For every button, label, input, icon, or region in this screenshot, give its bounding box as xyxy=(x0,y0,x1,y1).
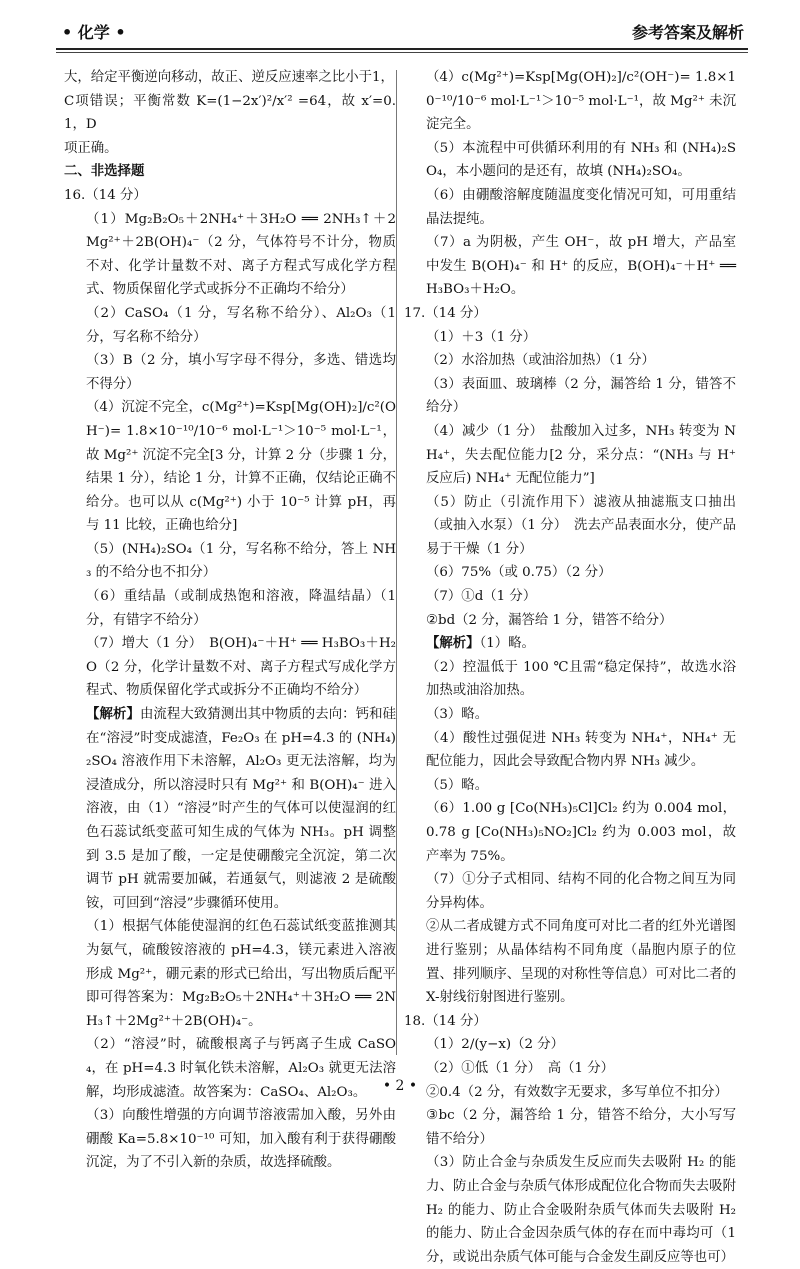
paragraph-text: （4）c(Mg²⁺)=Ksp[Mg(OH)₂]/c²(OH⁻)= 1.8×10⁻¹⁰/10⁻⁶ mol·L⁻¹＞10⁻⁵ mol·L⁻¹，故 Mg²⁺ 未沉淀完全。 xyxy=(426,70,736,133)
text-paragraph xyxy=(64,184,396,208)
paragraph-text: C项错误；平衡常数 K=(1−2x′)²/x′² =64，故 x′=0.1，D xyxy=(64,93,396,133)
paragraph-text: （4）沉淀不完全，c(Mg²⁺)=Ksp[Mg(OH)₂]/c²(OH⁻)= 1.8×10⁻¹⁰/10⁻⁶ mol·L⁻¹＞10⁻⁵ mol·L⁻¹，故 Mg²⁺ 沉淀不完全[3 分，计算 2 分（步骤 1 分，结果 1 分），结论 1 分，计算不正确，仅结论正确不给分。也可以从 c(Mg²⁺) 小于 10⁻⁵ 计算 pH，再与 11 比较，正确也给分] xyxy=(86,400,396,534)
paragraph-text: （7）①d（1 分） xyxy=(426,589,537,605)
answer-paragraph xyxy=(404,561,736,585)
section-title: 参考答案及解析 xyxy=(631,23,744,42)
paragraph-text: （5）略。 xyxy=(426,777,489,793)
paragraph-text: （5）防止（引流作用下）滤液从抽滤瓶支口抽出（或抽入水泵）（1 分） 洗去产品表面水分，使产品易于干燥（1 分） xyxy=(426,494,736,557)
paragraph-text: ②bd（2 分，漏答给 1 分，错答不给分） xyxy=(426,612,673,628)
answer-paragraph xyxy=(404,703,736,727)
answer-paragraph xyxy=(404,797,736,868)
paragraph-text: （1）＋3（1 分） xyxy=(426,329,537,345)
text-paragraph xyxy=(404,1010,736,1034)
answer-paragraph xyxy=(64,302,396,349)
answer-paragraph xyxy=(404,915,736,1009)
answer-paragraph xyxy=(404,491,736,562)
analysis-label: 【解析】 xyxy=(86,707,140,723)
answer-paragraph xyxy=(404,66,736,137)
paragraph-text: 项正确。 xyxy=(64,140,118,156)
answer-paragraph xyxy=(404,373,736,420)
text-paragraph xyxy=(404,302,736,326)
paragraph-text: （2）CaSO₄（1 分，写名称不给分）、Al₂O₃（1 分，写名称不给分） xyxy=(86,305,396,345)
paragraph-text: （7）①分子式相同、结构不同的化合物之间互为同分异构体。 xyxy=(426,872,736,911)
answer-paragraph xyxy=(404,349,736,373)
answer-paragraph xyxy=(404,609,736,633)
answer-paragraph xyxy=(404,326,736,350)
paragraph-text: （3）向酸性增强的方向调节溶液需加入酸，另外由硼酸 Ka=5.8×10⁻¹⁰ 可知，加入酸有利于获得硼酸沉淀，为了不引入新的杂质，故选择硫酸。 xyxy=(86,1108,396,1171)
text-paragraph xyxy=(64,90,396,137)
paragraph-text: ③bc（2 分，漏答给 1 分，错答不给分，大小写写错不给分） xyxy=(426,1108,736,1147)
paragraph-text: （2）“溶浸”时，硫酸根离子与钙离子生成 CaSO₄，在 pH=4.3 时氧化铁未溶解，Al₂O₃ 就更无法溶解，均形成滤渣。故答案为：CaSO₄、Al₂O₃。 xyxy=(86,1037,396,1100)
page-number: • 2 • xyxy=(382,1078,418,1094)
paragraph-text: （1）根据气体能使湿润的红色石蕊试纸变蓝推测其为氨气，硫酸铵溶液的 pH=4.3，镁元素进入溶液形成 Mg²⁺，硼元素的形式已给出，写出物质后配平即可得答案为：Mg₂B₂O₅＋2NH₄⁺＋3H₂O ══ 2NH₃↑＋2Mg²⁺＋2B(OH)₄⁻。 xyxy=(86,919,396,1029)
answer-paragraph xyxy=(404,1057,736,1081)
answer-paragraph xyxy=(404,137,736,184)
paragraph-text: （1）2/(y−x)（2 分） xyxy=(426,1037,565,1053)
paragraph-text: （6）75%（或 0.75）（2 分） xyxy=(426,565,612,581)
paragraph-text: （2）①低（1 分） 高（1 分） xyxy=(426,1060,615,1076)
analysis-paragraph xyxy=(404,632,736,656)
paragraph-text: 16.（14 分） xyxy=(64,187,147,203)
paragraph-text: （3）防止合金与杂质发生反应而失去吸附 H₂ 的能力、防止合金与杂质气体形成配位化合物而失去吸附 H₂ 的能力、防止合金吸附杂质气体而失去吸附 H₂ 的能力、防止合金因杂质气体的存在而中毒均可（1 分，或说出杂质气体可能与合金发生副反应等也可） xyxy=(426,1155,736,1265)
header-rule xyxy=(56,52,748,53)
paragraph-text: （4）酸性过强促进 NH₃ 转变为 NH₄⁺，NH₄⁺ 无配位能力，因此会导致配合物内界 NH₃ 减少。 xyxy=(426,730,736,770)
paragraph-text: ②0.4（2 分，有效数字无要求，多写单位不扣分） xyxy=(426,1084,728,1100)
paragraph-text: （7）a 为阴极，产生 OH⁻，故 pH 增大，产品室中发生 B(OH)₄⁻ 和 H⁺ 的反应，B(OH)₄⁻＋H⁺ ══ H₃BO₃＋H₂O。 xyxy=(426,235,736,298)
paragraph-text: （3）表面皿、玻璃棒（2 分，漏答给 1 分，错答不给分） xyxy=(426,376,736,416)
answer-paragraph xyxy=(64,208,396,302)
answer-paragraph xyxy=(404,656,736,703)
paragraph-text: ②从二者成键方式不同角度可对比二者的红外光谱图进行鉴别；从晶体结构不同角度（晶胞内原子的位置、排列顺序、呈现的对称性等信息）可对比二者的 X-射线衍射图进行鉴别。 xyxy=(426,919,736,1006)
paragraph-text: （1）略。 xyxy=(479,636,535,652)
paragraph-text: （2）水浴加热（或油浴加热）（1 分） xyxy=(426,353,655,369)
paragraph-text: 由流程大致猜测出其中物质的去向：钙和硅在“溶浸”时变成滤渣，Fe₂O₃ 在 pH=4.3 的 (NH₄)₂SO₄ 溶液作用下未溶解，Al₂O₃ 更无法溶解，均为浸渣成分，所以溶浸时只有 Mg²⁺ 和 B(OH)₄⁻ 进入溶液，由（1）“溶浸”时产生的气体可以使湿润的红色石蕊试纸变蓝可知生成的气体为 NH₃。pH 调整到 3.5 是加了酸，一定是使硼酸完全沉淀，第二次调节 pH 就需要加碱，若通氨气，则滤液 2 是硫酸铵，可回到“溶浸”步骤循环使用。 xyxy=(86,707,397,911)
answer-paragraph xyxy=(404,1104,736,1151)
column-divider xyxy=(396,70,397,1055)
paragraph-text: 17.（14 分） xyxy=(404,305,487,321)
answer-paragraph xyxy=(404,1033,736,1057)
answer-paragraph xyxy=(64,632,396,703)
answer-paragraph xyxy=(64,349,396,396)
paragraph-text: （5）本流程中可供循环利用的有 NH₃ 和 (NH₄)₂SO₄，本小题问的是还有，故填 (NH₄)₂SO₄。 xyxy=(426,140,736,180)
answer-paragraph xyxy=(404,868,736,915)
answer-paragraph xyxy=(404,1151,736,1269)
paragraph-text: （3）B（2 分，填小写字母不得分，多选、错选均不得分） xyxy=(86,353,396,392)
text-paragraph xyxy=(64,66,396,90)
paragraph-text: （3）略。 xyxy=(426,707,489,723)
paragraph-text: （6）由硼酸溶解度随温度变化情况可知，可用重结晶法提纯。 xyxy=(426,187,736,227)
answer-paragraph xyxy=(64,396,396,538)
paragraph-text: 二、非选择题 xyxy=(64,163,145,180)
answer-paragraph xyxy=(64,915,396,1033)
answer-paragraph xyxy=(404,727,736,774)
answer-paragraph xyxy=(404,231,736,302)
paragraph-text: （5）(NH₄)₂SO₄（1 分，写名称不给分，答上 NH₃ 的不给分也不扣分） xyxy=(86,541,396,581)
left-column xyxy=(64,66,396,1175)
paragraph-text: （6）重结晶（或制成热饱和溶液，降温结晶）（1 分，有错字不给分） xyxy=(86,589,396,628)
analysis-label: 【解析】 xyxy=(426,636,480,652)
paragraph-text: （2）控温低于 100 ℃且需“稳定保持”，故选水浴加热或油浴加热。 xyxy=(426,659,736,699)
answer-paragraph xyxy=(64,538,396,585)
subject-label: • 化学 • xyxy=(62,23,126,42)
text-paragraph xyxy=(64,137,396,161)
paragraph-text: （4）减少（1 分） 盐酸加入过多，NH₃ 转变为 NH₄⁺，失去配位能力[2 分，采分点：“(NH₃ 与 H⁺ 反应后) NH₄⁺ 无配位能力”] xyxy=(426,423,736,487)
answer-paragraph xyxy=(64,1104,396,1175)
paragraph-text: 大，给定平衡逆向移动，故正、逆反应速率之比小于1， xyxy=(64,70,394,85)
paragraph-text: 18.（14 分） xyxy=(404,1013,487,1029)
analysis-paragraph xyxy=(64,703,396,915)
section-heading xyxy=(64,160,396,184)
answer-paragraph xyxy=(404,774,736,798)
paragraph-text: （6）1.00 g [Co(NH₃)₅Cl]Cl₂ 约为 0.004 mol，0.78 g [Co(NH₃)₅NO₂]Cl₂ 约为 0.003 mol，故产率为 75%。 xyxy=(426,801,736,864)
answer-paragraph xyxy=(404,585,736,609)
answer-paragraph xyxy=(404,420,736,491)
answer-paragraph xyxy=(404,184,736,231)
paragraph-text: （1）Mg₂B₂O₅＋2NH₄⁺＋3H₂O ══ 2NH₃↑＋2Mg²⁺＋2B(OH)₄⁻（2 分，气体符号不计分，物质不对、化学计量数不对、离子方程式写成化学方程式、物质保留化学式或拆分不正确均不给分） xyxy=(86,211,396,298)
answer-paragraph xyxy=(64,585,396,632)
page-header xyxy=(56,14,748,50)
paragraph-text: （7）增大（1 分） B(OH)₄⁻＋H⁺ ══ H₃BO₃＋H₂O（2 分，化学计量数不对、离子方程式写成化学方程式、物质保留化学式或拆分不正确均不给分） xyxy=(86,636,396,699)
